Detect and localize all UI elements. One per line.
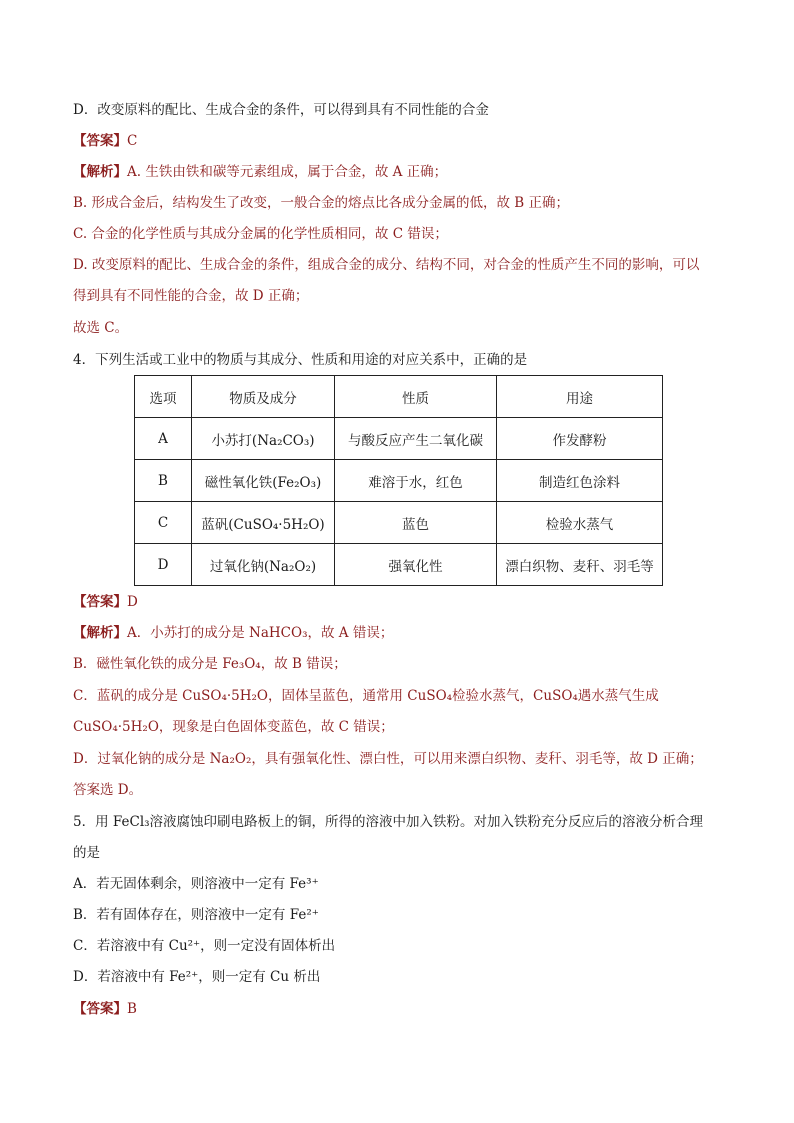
q5-option-b: B．若有固体存在，则溶液中一定有 Fe²⁺ — [73, 907, 319, 923]
table-cell: C — [135, 502, 192, 544]
answer-tag: 【答案】 — [73, 594, 127, 610]
q3-answer — [73, 131, 137, 151]
q4-stem: 4．下列生活或工业中的物质与其成分、性质和用途的对应关系中，正确的是 — [73, 352, 528, 368]
analysis-text: A. 生铁由铁和碳等元素组成，属于合金，故 A 正确； — [127, 164, 448, 180]
q5-option-c: C．若溶液中有 Cu²⁺，则一定没有固体析出 — [73, 938, 336, 954]
table-cell: A — [135, 418, 192, 460]
q3-analysis-line: D. 改变原料的配比、生成合金的条件，组成合金的成分、结构不同，对合金的性质产生不同的影响，可以 — [73, 257, 700, 273]
q3-analysis-line: 得到具有不同性能的合金，故 D 正确； — [73, 288, 309, 304]
q4-analysis-line: D．过氧化钠的成分是 Na₂O₂，具有强氧化性、漂白性，可以用来漂白织物、麦秆、羽毛等，故 D 正确； — [73, 751, 703, 767]
table-cell: B — [135, 460, 192, 502]
q5-answer — [73, 999, 137, 1019]
q4-table — [134, 375, 663, 586]
table-cell: 过氧化钠(Na₂O₂) — [192, 544, 335, 586]
q5-stem: 5．用 FeCl₃溶液腐蚀印刷电路板上的铜，所得的溶液中加入铁粉。对加入铁粉充分反应后的溶液分析合理 — [73, 814, 704, 830]
q4-answer — [73, 592, 138, 612]
analysis-tag: 【解析】 — [73, 625, 127, 641]
table-cell: 蓝矾(CuSO₄·5H₂O) — [192, 502, 335, 544]
q5-option-a: A．若无固体剩余，则溶液中一定有 Fe³⁺ — [73, 876, 319, 892]
answer-tag: 【答案】 — [73, 1001, 127, 1017]
table-header: 用途 — [497, 376, 663, 418]
answer-tag: 【答案】 — [73, 133, 127, 149]
table-cell: 制造红色涂料 — [497, 460, 663, 502]
table-cell: 漂白织物、麦秆、羽毛等 — [497, 544, 663, 586]
q3-option-d: D．改变原料的配比、生成合金的条件，可以得到具有不同性能的合金 — [73, 102, 489, 118]
table-cell: 难溶于水，红色 — [335, 460, 497, 502]
table-row — [135, 418, 663, 460]
q3-analysis-line — [73, 162, 447, 182]
table-header: 选项 — [135, 376, 192, 418]
table-row — [135, 544, 663, 586]
table-row — [135, 460, 663, 502]
q4-analysis-line: B．磁性氧化铁的成分是 Fe₃O₄，故 B 错误； — [73, 656, 347, 672]
table-row — [135, 502, 663, 544]
analysis-text: A．小苏打的成分是 NaHCO₃，故 A 错误； — [127, 625, 394, 641]
q4-analysis-line: CuSO₄·5H₂O，现象是白色固体变蓝色，故 C 错误； — [73, 719, 394, 735]
q3-conclusion: 故选 C。 — [73, 320, 129, 336]
table-header-row — [135, 376, 663, 418]
table-cell: 检验水蒸气 — [497, 502, 663, 544]
q4-analysis-line — [73, 623, 393, 643]
q5-stem: 的是 — [73, 845, 100, 861]
answer-value: D — [127, 594, 138, 610]
q3-analysis-line: C. 合金的化学性质与其成分金属的化学性质相同，故 C 错误； — [73, 226, 448, 242]
table-cell: 小苏打(Na₂CO₃) — [192, 418, 335, 460]
q4-analysis-line: C．蓝矾的成分是 CuSO₄·5H₂O，固体呈蓝色，通常用 CuSO₄检验水蒸气，CuSO₄遇水蒸气生成 — [73, 688, 659, 704]
table-header: 性质 — [335, 376, 497, 418]
table-cell: 磁性氧化铁(Fe₂O₃) — [192, 460, 335, 502]
table-cell: 蓝色 — [335, 502, 497, 544]
answer-value: C — [127, 133, 138, 149]
table-cell: 强氧化性 — [335, 544, 497, 586]
q4-conclusion: 答案选 D。 — [73, 782, 143, 798]
answer-value: B — [127, 1001, 137, 1017]
table-cell: D — [135, 544, 192, 586]
q5-option-d: D．若溶液中有 Fe²⁺，则一定有 Cu 析出 — [73, 969, 321, 985]
table-cell: 作发酵粉 — [497, 418, 663, 460]
q3-analysis-line: B. 形成合金后，结构发生了改变，一般合金的熔点比各成分金属的低，故 B 正确； — [73, 195, 570, 211]
table-cell: 与酸反应产生二氧化碳 — [335, 418, 497, 460]
table-header: 物质及成分 — [192, 376, 335, 418]
analysis-tag: 【解析】 — [73, 164, 127, 180]
